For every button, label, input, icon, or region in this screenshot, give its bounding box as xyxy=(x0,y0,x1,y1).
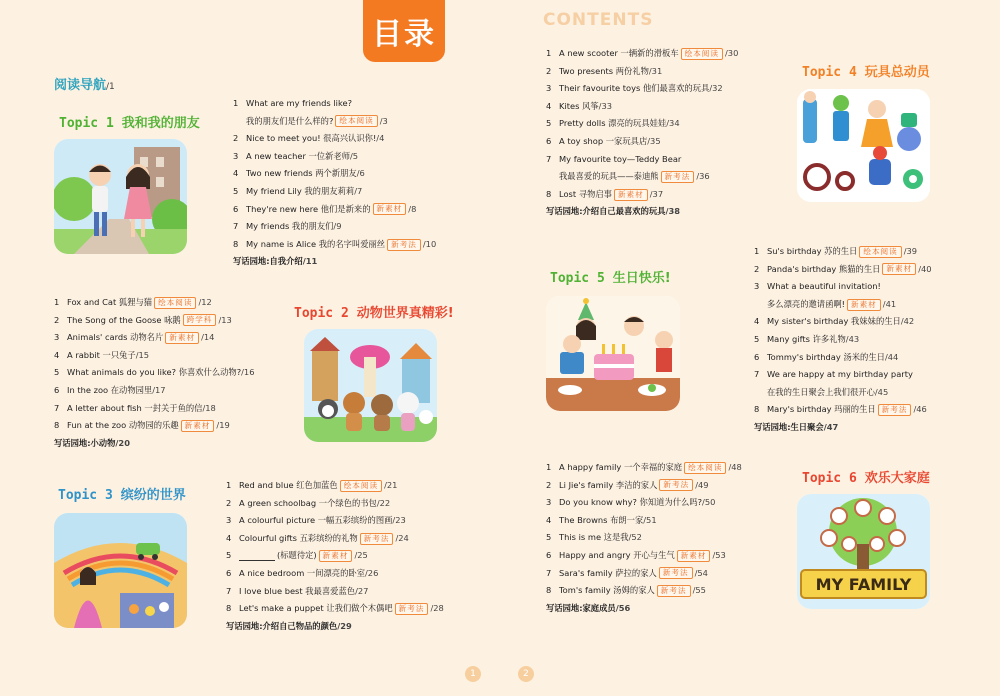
toc-entry[interactable] xyxy=(226,530,444,548)
entry-tag-badge: 新素材 xyxy=(882,263,916,275)
topic-label: Topic 3 xyxy=(58,488,113,503)
friends-illustration xyxy=(54,139,187,254)
entry-page: /37 xyxy=(649,188,664,199)
entry-title: My friends 我的朋友们 xyxy=(246,221,334,232)
entry-page: /18 xyxy=(202,402,216,413)
entry-number: 8 xyxy=(546,585,552,596)
writing-corner-entry[interactable] xyxy=(546,203,738,221)
entry-number: 4 xyxy=(754,316,760,327)
toc-entry[interactable] xyxy=(54,382,255,400)
entry-number: 8 xyxy=(233,238,239,249)
entry-number: 7 xyxy=(546,567,552,578)
entry-page: /14 xyxy=(201,332,215,343)
entry-page: /13 xyxy=(218,314,232,325)
entry-page: /53 xyxy=(712,549,726,560)
entry-page: /34 xyxy=(666,118,680,129)
entry-page: /42 xyxy=(900,316,915,327)
writing-title: 写话园地:家庭成员 xyxy=(546,602,616,613)
entry-tag-badge: 新素材 xyxy=(319,550,353,562)
entry-title: They're new here 他们是新来的 xyxy=(246,203,371,214)
entry-page: /35 xyxy=(647,135,661,146)
toc-entry[interactable] xyxy=(233,218,436,236)
toc-entry[interactable] xyxy=(226,547,444,565)
topic-title: 动物世界真精彩! xyxy=(356,306,454,321)
entry-page: /54 xyxy=(694,567,708,578)
entry-page: /4 xyxy=(376,133,385,144)
writing-corner-entry[interactable] xyxy=(546,600,742,618)
writing-corner-entry[interactable] xyxy=(226,618,444,636)
entry-page: /51 xyxy=(643,514,657,525)
toc-entry[interactable] xyxy=(546,547,742,565)
entry-tag-badge: 新考法 xyxy=(878,404,912,416)
entry-tag-badge: 新考法 xyxy=(657,585,691,597)
entry-title: 在我的生日聚会上我们很开心 xyxy=(767,386,875,397)
writing-title: 写话园地:小动物 xyxy=(54,437,116,448)
toc-entry[interactable] xyxy=(546,63,738,81)
entry-title: A new scooter 一辆新的滑板车 xyxy=(559,48,679,58)
animal-world-illustration xyxy=(304,329,437,442)
contents-heading: CONTENTS xyxy=(543,10,654,30)
entry-page: /55 xyxy=(692,585,706,596)
topic-1-heading[interactable] xyxy=(59,112,200,131)
toc-entry[interactable] xyxy=(546,477,742,495)
entry-title: Many gifts 许多礼物 xyxy=(767,333,846,344)
entry-title: Su's birthday 苏的生日 xyxy=(767,246,858,256)
entry-title: What a beautiful invitation! xyxy=(767,281,881,292)
entry-number: 1 xyxy=(546,462,552,472)
entry-page: /12 xyxy=(198,297,212,307)
entry-number: 6 xyxy=(54,384,60,395)
toc-entry[interactable] xyxy=(754,278,932,296)
toc-entry[interactable] xyxy=(546,80,738,98)
toc-entry[interactable] xyxy=(233,201,436,219)
reading-guide-entry[interactable] xyxy=(54,74,115,93)
toc-entry[interactable] xyxy=(754,384,932,402)
entry-number: 6 xyxy=(754,351,760,362)
toc-entry[interactable] xyxy=(226,495,444,513)
entry-page: /16 xyxy=(241,367,255,378)
writing-page: /47 xyxy=(823,421,839,432)
entry-number: 1 xyxy=(754,246,760,256)
entry-title: A colourful picture 一幅五彩缤纷的图画 xyxy=(239,515,393,526)
entry-number: 5 xyxy=(54,367,60,378)
toc-entry[interactable] xyxy=(233,183,436,201)
entry-title: Pretty dolls 漂亮的玩具娃娃 xyxy=(559,118,667,129)
entry-title: Lost 寻物启事 xyxy=(559,188,612,199)
entry-page: /33 xyxy=(598,100,613,111)
writing-page: /20 xyxy=(115,437,130,448)
writing-corner-entry[interactable] xyxy=(233,253,436,271)
topic-title: 欢乐大家庭 xyxy=(864,471,930,486)
entry-title: Two new friends 两个新朋友 xyxy=(246,168,357,179)
entry-page: /44 xyxy=(884,351,899,362)
topic-4-heading[interactable] xyxy=(802,61,930,80)
topic-4-list xyxy=(546,45,738,221)
family-banner-text: MY FAMILY xyxy=(815,575,912,594)
entry-number: 8 xyxy=(226,603,232,614)
writing-page: /56 xyxy=(615,602,631,613)
birthday-party-illustration xyxy=(546,296,680,411)
entry-number: 8 xyxy=(754,404,760,415)
entry-title: Nice to meet you! 很高兴认识你! xyxy=(246,133,377,144)
writing-title: 写话园地:生日聚会 xyxy=(754,421,824,432)
entry-page: /49 xyxy=(695,479,709,490)
toc-entry[interactable] xyxy=(54,294,255,312)
entry-tag-badge: 绘本阅读 xyxy=(154,297,196,309)
entry-number: 1 xyxy=(54,297,60,307)
entry-title: Sara's family 萨拉的家人 xyxy=(559,567,657,578)
entry-title: Panda's birthday 熊猫的生日 xyxy=(767,263,881,274)
entry-title: Li Jie's family 李洁的家人 xyxy=(559,479,658,490)
entry-tag-badge: 新素材 xyxy=(847,299,881,311)
entry-number: 7 xyxy=(546,153,552,164)
entry-number: 6 xyxy=(546,549,552,560)
writing-corner-entry[interactable] xyxy=(54,435,255,453)
entry-page: /7 xyxy=(354,185,363,196)
entry-page: /24 xyxy=(395,532,409,543)
entry-page: /32 xyxy=(709,83,723,94)
toc-entry[interactable] xyxy=(226,583,444,601)
toc-title: 目录 xyxy=(372,17,436,52)
toc-entry[interactable] xyxy=(754,366,932,384)
toc-entry[interactable] xyxy=(546,115,738,133)
entry-number: 3 xyxy=(233,150,239,161)
toc-entry[interactable] xyxy=(54,347,255,365)
toc-entry[interactable] xyxy=(233,148,436,166)
entry-page: /30 xyxy=(725,48,739,58)
entry-tag-badge: 新素材 xyxy=(373,203,407,215)
toc-entry[interactable] xyxy=(54,312,255,330)
entry-title: Do you know why? 你知道为什么吗? xyxy=(559,497,703,508)
toc-entry[interactable] xyxy=(546,186,738,204)
topic-6-illustration xyxy=(797,494,930,609)
entry-title: My favourite toy—Teddy Bear xyxy=(559,153,682,164)
entry-number: 1 xyxy=(226,480,232,490)
entry-page: /9 xyxy=(333,221,342,232)
topic-2-list xyxy=(54,294,255,452)
entry-tag-badge: 新考法 xyxy=(659,567,693,579)
entry-number: 6 xyxy=(233,203,239,214)
entry-page: /23 xyxy=(392,515,406,526)
toc-entry[interactable] xyxy=(754,401,932,419)
entry-tag-badge: 新素材 xyxy=(677,550,711,562)
entry-title: The Song of the Goose 咏鹅 xyxy=(67,314,181,325)
topic-label: Topic 4 xyxy=(802,65,857,80)
entry-title: Tommy's birthday 汤米的生日 xyxy=(767,351,885,362)
entry-page: /3 xyxy=(379,115,388,126)
toc-entry[interactable] xyxy=(754,349,932,367)
entry-title: We are happy at my birthday party xyxy=(767,369,913,380)
toc-entry[interactable] xyxy=(546,529,742,547)
toc-entry[interactable] xyxy=(546,582,742,600)
entry-title: (标题待定) xyxy=(277,550,317,561)
writing-page: /11 xyxy=(302,256,318,267)
entry-number: 2 xyxy=(754,263,760,274)
entry-number: 3 xyxy=(754,281,760,292)
entry-page: /6 xyxy=(356,168,365,179)
entry-tag-badge: 新考法 xyxy=(395,603,429,615)
writing-title: 写话园地:自我介绍 xyxy=(233,256,303,267)
entry-title: A happy family 一个幸福的家庭 xyxy=(559,462,683,472)
entry-title: What animals do you like? 你喜欢什么动物? xyxy=(67,367,242,378)
page-number-left: 1 xyxy=(465,666,481,682)
entry-title: Their favourite toys 他们最喜欢的玩具 xyxy=(559,83,710,94)
entry-page: /36 xyxy=(696,171,710,182)
reading-guide-page: /1 xyxy=(106,82,115,92)
entry-tag-badge: 新考法 xyxy=(387,239,421,251)
entry-number: 2 xyxy=(546,479,552,490)
entry-title: I love blue best 我最喜爱蓝色 xyxy=(239,585,356,596)
toc-entry[interactable] xyxy=(754,296,932,314)
entry-number: 5 xyxy=(233,185,239,196)
entry-number: 1 xyxy=(233,98,239,108)
entry-title: A nice bedroom 一间漂亮的卧室 xyxy=(239,567,365,578)
writing-corner-entry[interactable] xyxy=(754,419,932,437)
entry-title: Happy and angry 开心与生气 xyxy=(559,549,675,560)
entry-number: 3 xyxy=(546,497,552,508)
family-tree-illustration xyxy=(797,494,930,609)
toc-entry[interactable] xyxy=(546,512,742,530)
entry-page: /15 xyxy=(135,349,150,360)
entry-title: A green schoolbag 一个绿色的书包 xyxy=(239,497,377,508)
toc-entry[interactable] xyxy=(226,477,444,495)
toc-entry[interactable] xyxy=(54,364,255,382)
writing-page: /29 xyxy=(337,620,352,631)
topic-label: Topic 6 xyxy=(802,471,857,486)
toc-entry[interactable] xyxy=(546,98,738,116)
entry-page: /10 xyxy=(422,238,437,249)
topic-3-heading[interactable] xyxy=(58,484,186,503)
toc-entry[interactable] xyxy=(226,565,444,583)
toc-entry[interactable] xyxy=(546,151,738,169)
toc-title-tab xyxy=(363,0,445,62)
entry-title: Tom's family 汤姆的家人 xyxy=(559,585,655,596)
entry-title: My name is Alice 我的名字叫爱丽丝 xyxy=(246,238,386,249)
entry-tag-badge: 新考法 xyxy=(661,171,695,183)
topic-3-illustration xyxy=(54,513,187,628)
topic-3-list xyxy=(226,477,444,635)
entry-title: This is me 这是我 xyxy=(559,532,629,543)
toc-entry[interactable] xyxy=(754,261,932,279)
entry-page: /45 xyxy=(874,386,889,397)
topic-title: 玩具总动员 xyxy=(864,65,930,80)
entry-title: A rabbit 一只兔子 xyxy=(67,349,136,360)
topic-6-list xyxy=(546,459,742,617)
entry-page: /25 xyxy=(354,550,368,561)
entry-title: 我最喜爱的玩具——泰迪熊 xyxy=(559,171,659,182)
writing-title: 写话园地:介绍自己最喜欢的玩具 xyxy=(546,206,666,217)
entry-number: 7 xyxy=(54,402,60,413)
entry-tag-badge: 跨学科 xyxy=(183,314,217,326)
toc-entry[interactable] xyxy=(546,168,738,186)
toc-entry[interactable] xyxy=(233,95,436,113)
entry-tag-badge: 绘本阅读 xyxy=(681,48,723,60)
topic-5-heading[interactable] xyxy=(550,267,671,286)
entry-title: My friend Lily 我的朋友莉莉 xyxy=(246,185,355,196)
reading-guide-label: 阅读导航 xyxy=(54,78,107,93)
toc-entry[interactable] xyxy=(54,329,255,347)
entry-number: 6 xyxy=(226,567,232,578)
entry-tag-badge: 绘本阅读 xyxy=(335,115,377,127)
entry-number: 5 xyxy=(754,333,760,344)
entry-number: 2 xyxy=(54,314,60,325)
entry-number: 4 xyxy=(54,349,60,360)
topic-title: 缤纷的世界 xyxy=(120,488,186,503)
entry-page: /28 xyxy=(430,603,444,614)
entry-number: 8 xyxy=(54,420,60,431)
topic-1-list xyxy=(233,95,436,271)
entry-title: Kites 风筝 xyxy=(559,100,599,111)
topic-label: Topic 5 xyxy=(550,271,605,286)
toc-entry[interactable] xyxy=(754,313,932,331)
entry-number: 4 xyxy=(233,168,239,179)
entry-tag-badge: 新考法 xyxy=(659,479,693,491)
entry-page: /5 xyxy=(350,150,359,161)
entry-tag-badge: 新素材 xyxy=(181,420,215,432)
entry-page: /31 xyxy=(648,65,663,76)
entry-title: A new teacher 一位新老师 xyxy=(246,150,350,161)
entry-page: /27 xyxy=(355,585,369,596)
entry-tag-badge: 绘本阅读 xyxy=(340,480,382,492)
entry-page: /22 xyxy=(376,497,391,508)
entry-tag-badge: 新素材 xyxy=(165,332,199,344)
entry-title: Colourful gifts 五彩缤纷的礼物 xyxy=(239,532,358,543)
entry-page: /50 xyxy=(702,497,716,508)
entry-number: 4 xyxy=(546,100,552,111)
entry-page: /52 xyxy=(628,532,642,543)
topic-2-heading[interactable] xyxy=(294,302,454,321)
entry-title: Fun at the zoo 动物园的乐趣 xyxy=(67,420,179,431)
entry-number: 3 xyxy=(54,332,60,343)
entry-page: /46 xyxy=(913,404,927,415)
entry-page: /19 xyxy=(216,420,230,431)
topic-label: Topic 1 xyxy=(59,116,114,131)
entry-page: /43 xyxy=(845,333,860,344)
writing-page: /38 xyxy=(665,206,681,217)
topic-6-heading[interactable] xyxy=(802,467,930,486)
topic-title: 我和我的朋友 xyxy=(121,116,200,131)
entry-title: Red and blue 红色加蓝色 xyxy=(239,480,338,490)
entry-title: A toy shop 一家玩具店 xyxy=(559,135,648,146)
toc-entry[interactable] xyxy=(546,45,738,63)
toc-entry[interactable] xyxy=(226,600,444,618)
toc-entry[interactable] xyxy=(233,130,436,148)
entry-title: Animals' cards 动物名片 xyxy=(67,332,164,343)
entry-page: /21 xyxy=(384,480,398,490)
entry-title: In the zoo 在动物园里 xyxy=(67,384,153,395)
entry-title: Fox and Cat 狐狸与猫 xyxy=(67,297,153,307)
entry-number: 4 xyxy=(546,514,552,525)
entry-tag-badge: 新素材 xyxy=(614,189,648,201)
entry-number: 4 xyxy=(226,532,232,543)
entry-page: /17 xyxy=(152,384,166,395)
entry-title: A letter about fish 一封关于鱼的信 xyxy=(67,402,203,413)
entry-title: My sister's birthday 我妹妹的生日 xyxy=(767,316,901,327)
entry-number: 2 xyxy=(546,65,552,76)
entry-number: 5 xyxy=(546,532,552,543)
toc-entry[interactable] xyxy=(233,165,436,183)
toc-entry[interactable] xyxy=(233,113,436,131)
entry-page: /41 xyxy=(882,298,897,309)
entry-title: The Browns 布朗一家 xyxy=(559,514,644,525)
toc-entry[interactable] xyxy=(754,243,932,261)
toc-entry[interactable] xyxy=(233,236,436,254)
toc-entry[interactable] xyxy=(546,459,742,477)
entry-page: /39 xyxy=(903,246,918,256)
toc-entry[interactable] xyxy=(754,331,932,349)
topic-title: 生日快乐! xyxy=(612,271,671,286)
entry-number: 6 xyxy=(546,135,552,146)
topic-5-illustration xyxy=(546,296,680,411)
entry-title: What are my friends like? xyxy=(246,98,352,108)
entry-tag-badge: 绘本阅读 xyxy=(859,246,901,258)
topic-1-illustration xyxy=(54,139,187,254)
topic-5-list xyxy=(754,243,932,437)
entry-title: 多么漂亮的邀请函啊! xyxy=(767,298,845,309)
entry-number: 7 xyxy=(754,369,760,380)
entry-page: /40 xyxy=(918,263,932,274)
entry-number: 3 xyxy=(226,515,232,526)
entry-page: /48 xyxy=(728,462,742,472)
colourful-world-illustration xyxy=(54,513,187,628)
entry-title: 我的朋友们是什么样的? xyxy=(246,115,334,126)
topic-2-illustration xyxy=(304,329,437,442)
entry-page: /8 xyxy=(408,203,417,214)
entry-number: 2 xyxy=(226,497,232,508)
page-number-right: 2 xyxy=(518,666,534,682)
entry-tag-badge: 新考法 xyxy=(360,533,394,545)
toc-entry[interactable] xyxy=(546,565,742,583)
entry-number: 3 xyxy=(546,83,552,94)
toys-illustration xyxy=(797,89,930,202)
topic-4-illustration xyxy=(797,89,930,202)
entry-page: /26 xyxy=(365,567,379,578)
toc-entry[interactable] xyxy=(54,417,255,435)
entry-number: 8 xyxy=(546,188,552,199)
entry-title: Two presents 两份礼物 xyxy=(559,65,649,76)
entry-title: Mary's birthday 玛丽的生日 xyxy=(767,404,876,415)
toc-entry[interactable] xyxy=(546,133,738,151)
topic-label: Topic 2 xyxy=(294,306,349,321)
entry-number: 7 xyxy=(233,221,239,232)
entry-title: Let's make a puppet 让我们做个木偶吧 xyxy=(239,603,393,614)
entry-tag-badge: 绘本阅读 xyxy=(684,462,726,474)
entry-number: 5 xyxy=(226,550,232,561)
toc-entry[interactable] xyxy=(546,494,742,512)
entry-number: 5 xyxy=(546,118,552,129)
entry-number: 7 xyxy=(226,585,232,596)
writing-title: 写话园地:介绍自己物品的颜色 xyxy=(226,620,338,631)
toc-entry[interactable] xyxy=(226,512,444,530)
title-blank-line xyxy=(239,552,275,561)
entry-number: 1 xyxy=(546,48,552,58)
entry-number: 2 xyxy=(233,133,239,144)
toc-entry[interactable] xyxy=(54,400,255,418)
